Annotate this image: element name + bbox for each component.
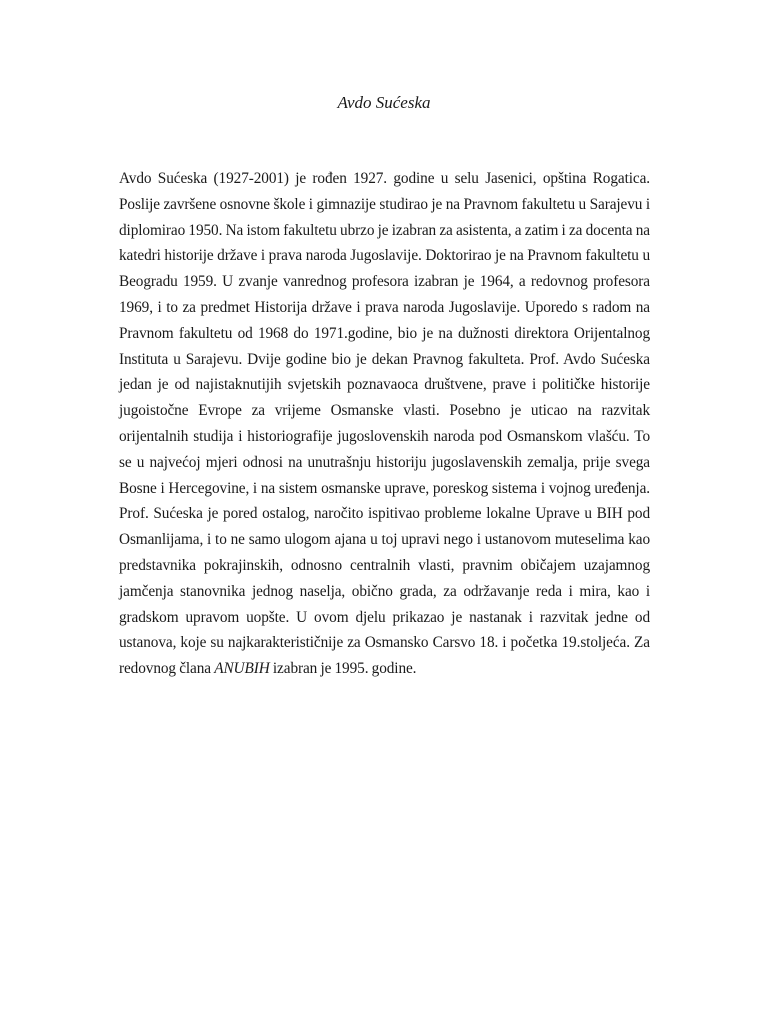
italic-term-anubih: ANUBIH [214,660,270,678]
paragraph-text-part-1: Avdo Sućeska (1927-2001) je rođen 1927. godine u selu Jasenici, opština Rogatica. Poslije završene osnovne škole i gimnazije studirao je na Pravnom fakultetu u Sarajevu i diplomirao 1950. Na istom fakultetu ubrzo je izabran za asistenta, a zatim i za docenta na katedri historije države i prava naroda Jugoslavije. Doktorirao je na Pravnom fakultetu u Beogradu 1959. U zvanje vanrednog profesora izabran je 1964, a redovnog profesora 1969, i to za predmet Historija države i prava naroda Jugoslavije. Uporedo s radom na Pravnom fakultetu od 1968 do 1971.godine, bio je na dužnosti direktora Orijentalnog Instituta u Sarajevu. Dvije godine bio je dekan Pravnog fakulteta. Prof. Avdo Sućeska jedan je od najistaknutijih svjetskih poznavaoca društvene, prave i političke historije jugoistočne Evrope za vrijeme Osmanske vlasti. Posebno je uticao na razvitak orijentalnih studija i historiografije jugoslovenskih naroda pod Osmanskom vlašću. To se u najvećoj mjeri odnosi na unutrašnju historiju jugoslavenskih zemalja, prije svega Bosne i Hercegovine, i na sistem osmanske uprave, poreskog sistema i vojnog uređenja. Prof. Sućeska je pored ostalog, naročito ispitivao probleme lokalne Uprave u BIH pod Osmanlijama, i to ne samo ulogom ajana u toj upravi nego i ustanovom muteselima kao predstavnika pokrajinskih, odnosno centralnih vlasti, pravnim običajem uzajamnog jamčenja stanovnika jednog naselja, obično grada, za održavanje reda i mira, kao i gradskom upravom uopšte. U ovom djelu prikazao je nastanak i razvitak jedne od ustanova, koje su najkarakterističnije za Osmansko Carsvo 18. i početka 19.stoljeća. Za redovnog člana [119,170,650,678]
document-title: Avdo Sućeska [337,93,431,112]
paragraph-text-part-2: izabran je 1995. godine. [269,660,417,678]
biography-paragraph [119,166,650,682]
